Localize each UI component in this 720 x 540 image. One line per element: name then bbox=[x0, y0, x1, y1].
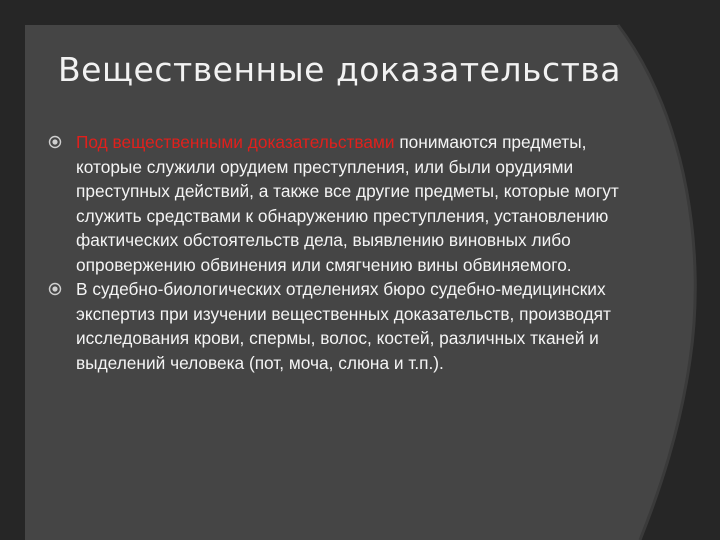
circle-dot-icon bbox=[48, 135, 62, 149]
bullet-text: В судебно-биологических отделениях бюро судебно-медицинских экспертиз при изучении вещественных доказательств, производят исследования крови, спермы, волос, костей, различных тканей и выделений человека (пот, моча, слюна и т.п.). bbox=[76, 279, 611, 373]
bullet-highlight: Под вещественными доказательствами bbox=[76, 132, 395, 152]
circle-dot-icon bbox=[48, 282, 62, 296]
slide-title: Вещественные доказательства bbox=[58, 50, 621, 89]
bullet-item bbox=[44, 130, 634, 277]
bullet-text: понимаются предметы, которые служили орудием преступления, или были орудиями преступных действий, а также все другие предметы, которые могут служить средствами к обнаружению преступления, установлению фактических обстоятельств дела, выявлению виновных либо опровержению обвинения или смягчению вины обвиняемого. bbox=[76, 132, 619, 275]
bullet-list bbox=[44, 130, 634, 375]
bullet-item bbox=[44, 277, 634, 375]
